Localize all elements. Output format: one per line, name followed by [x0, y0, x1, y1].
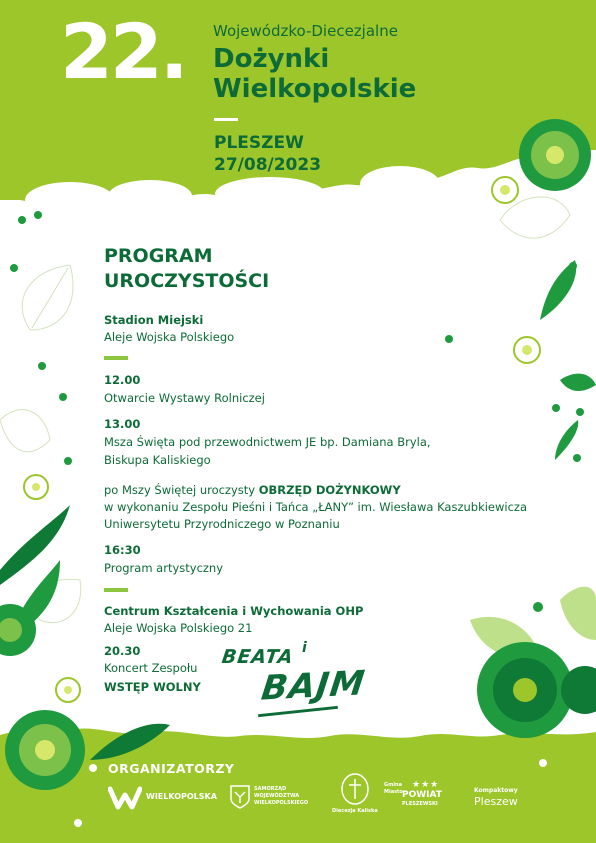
logo-samorzad-line3: WIELKOPOLSKIEGO — [254, 800, 309, 806]
band-logo-i: i — [302, 640, 307, 656]
event-3-prefix: po Mszy Świętej uroczysty — [104, 483, 259, 497]
wielkopolska-logo-icon — [108, 785, 142, 811]
logo-powiat — [384, 782, 466, 814]
program-heading-line1: PROGRAM — [104, 245, 213, 267]
free-entry: WSTĘP WOLNY — [104, 680, 201, 694]
organizers-label: ORGANIZATORZY — [108, 761, 235, 776]
program-heading — [104, 244, 269, 294]
event-title-line1: Dożynki — [213, 44, 330, 74]
program-heading-line2: UROCZYSTOŚCI — [104, 270, 270, 292]
venue1-name: Stadion Miejski — [104, 313, 204, 327]
logo-diecezja — [332, 773, 378, 821]
logo-powiat-line4: PLESZEWSKI — [402, 801, 438, 807]
logo-samorzad-line1: SAMORZĄD — [254, 786, 287, 792]
logo-pleszew-line1: Kompaktowy — [474, 787, 518, 794]
band-logo-bajm: BAJM — [259, 663, 368, 709]
logo-wielkopolska-text: WIELKOPOLSKA — [146, 792, 217, 801]
event-3-bold: OBRZĘD DOŻYNKOWY — [258, 483, 401, 497]
venue2-name: Centrum Kształcenia i Wychowania OHP — [104, 604, 364, 618]
edition-number: 22. — [60, 7, 186, 96]
event-subtitle: Wojewódzko-Diecezjalne — [213, 22, 398, 40]
time-5: 20.30 — [104, 644, 141, 658]
event-title-line2: Wielkopolskie — [213, 74, 417, 104]
logo-powiat-line3: POWIAT — [402, 790, 442, 800]
star-icons: ★★★ — [412, 780, 440, 790]
band-logo — [220, 640, 368, 720]
logo-samorzad-line2: WOJEWÓDZTWA — [254, 793, 300, 799]
flower-cluster-bottom-right — [470, 587, 596, 738]
header-dash — [214, 118, 238, 121]
diocese-emblem-icon — [340, 773, 370, 805]
logo-powiat-line2: Miasto — [384, 789, 403, 795]
venue1-address: Aleje Wojska Polskiego — [104, 330, 235, 344]
eagle-shield-icon — [230, 785, 250, 809]
outline-leaves — [0, 197, 570, 623]
event-2-line2: Biskupa Kaliskiego — [104, 453, 211, 467]
event-city: PLESZEW — [214, 133, 304, 153]
event-3-line2: w wykonaniu Zespołu Pieśni i Tańca „ŁANY” im. Wiesława Kaszubkiewicza — [104, 500, 528, 514]
logo-pleszew — [474, 788, 554, 816]
event-date: 27/08/2023 — [214, 155, 322, 175]
event-3-line1 — [104, 482, 401, 498]
logo-pleszew-line2: Pleszew — [474, 795, 518, 808]
event-5: Koncert Zespołu — [104, 661, 198, 675]
band-logo-beata: BEATA — [220, 646, 296, 668]
venue2-address: Aleje Wojska Polskiego 21 — [104, 621, 253, 635]
event-4: Program artystyczny — [104, 561, 224, 575]
time-4: 16:30 — [104, 543, 141, 557]
event-1: Otwarcie Wystawy Rolniczej — [104, 391, 265, 405]
logo-diecezja-text: Diecezja Kaliska — [332, 808, 378, 814]
logo-wielkopolska — [108, 783, 218, 813]
logo-samorzad — [230, 783, 320, 813]
event-2-line1: Msza Święta pod przewodnictwem JE bp. Damiana Bryla, — [104, 435, 431, 449]
separator-bar — [104, 588, 128, 592]
time-1: 12.00 — [104, 373, 141, 387]
time-2: 13.00 — [104, 417, 141, 431]
event-3-line3: Uniwersytetu Przyrodniczego w Poznaniu — [104, 517, 340, 531]
logo-powiat-line1: Gmina — [384, 782, 402, 788]
separator-bar — [104, 356, 128, 360]
